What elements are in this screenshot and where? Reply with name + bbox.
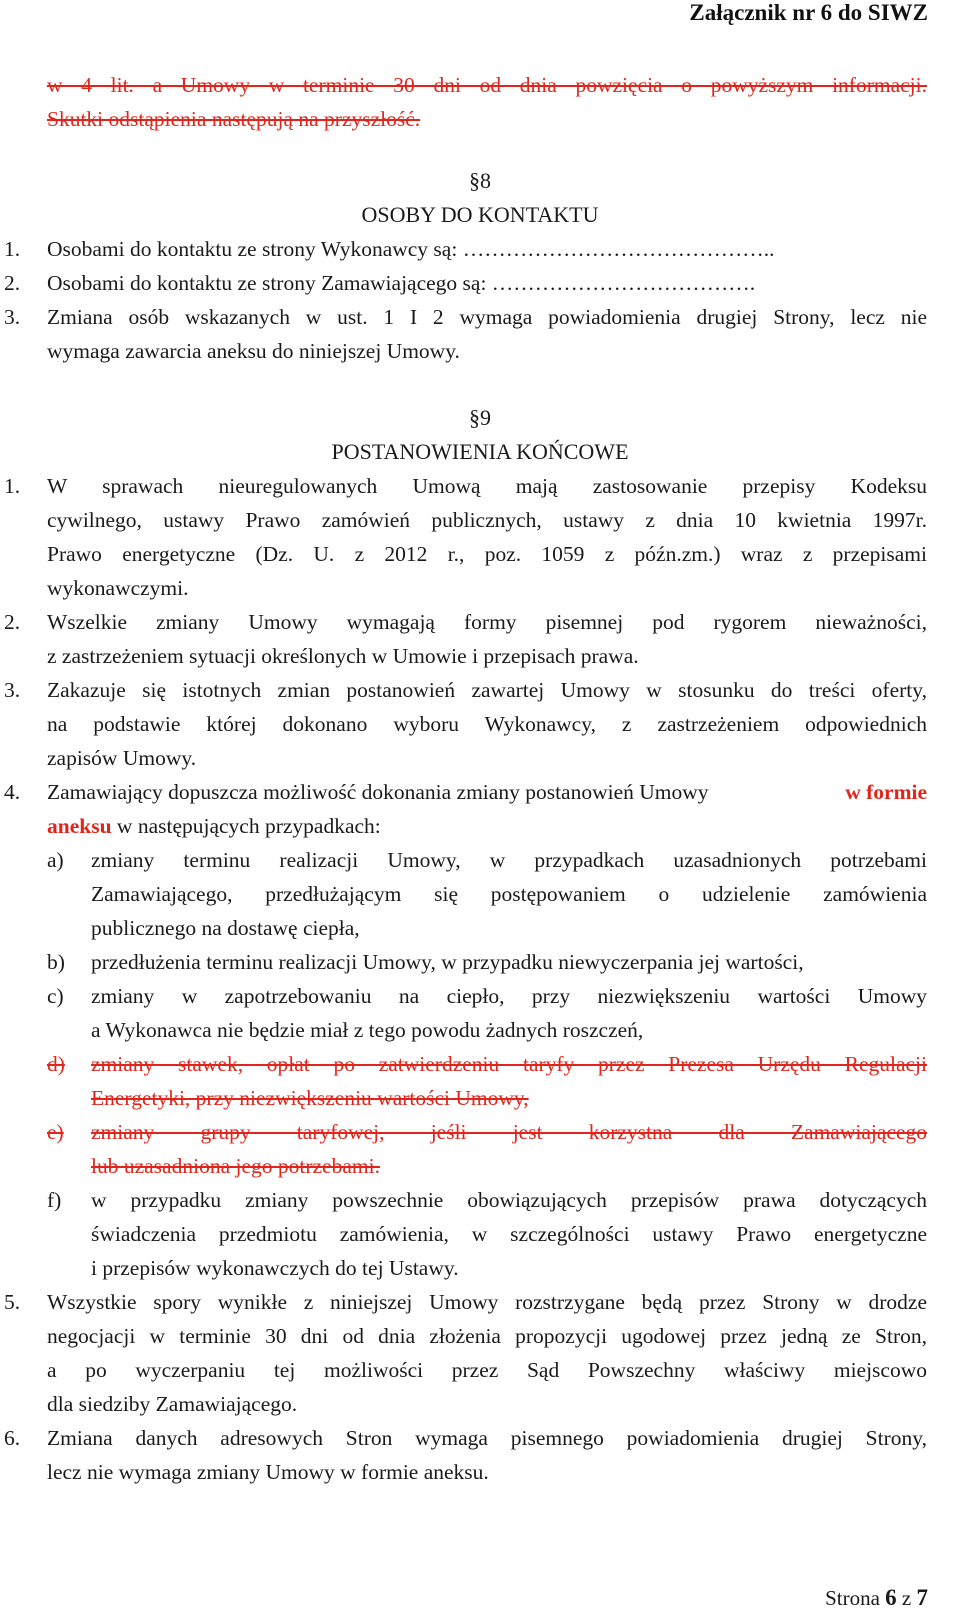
s9-p4-c-line-1: zmiany w zapotrzebowaniu na ciepło, przy niezwiększeniu wartości Umowy <box>91 984 927 1008</box>
s9-p4-a-line-3: publicznego na dostawę ciepła, <box>91 916 360 940</box>
s9-p4-d-line-1: zmiany stawek, opłat po zatwierdzeniu taryfy przez Prezesa Urzędu Regulacji <box>91 1052 927 1076</box>
intro-line-2: Skutki odstąpienia następują na przyszłość. <box>47 107 421 131</box>
s9-p4-d-line-2: Energetyki, przy niezwiększeniu wartości Umowy, <box>91 1086 529 1110</box>
s9-p4-a-line-2: Zamawiającego, przedłużającym się postępowaniem o udzielenie zamówienia <box>91 882 927 906</box>
footer-page-number: 6 <box>885 1585 897 1610</box>
page-header-title: Załącznik nr 6 do SIWZ <box>689 0 928 25</box>
s9-p3-line-1: Zakazuje się istotnych zmian postanowień zawartej Umowy w stosunku do treści oferty, <box>47 678 927 702</box>
s9-p4-c-letter: c) <box>47 984 64 1008</box>
s9-p6-number: 6. <box>4 1426 21 1450</box>
s9-p6-line-1: Zmiana danych adresowych Stron wymaga pisemnego powiadomienia drugiej Strony, <box>47 1426 927 1450</box>
s8-item-2-text: Osobami do kontaktu ze strony Zamawiającego są: ………………………………. <box>47 271 756 295</box>
s9-p1-line-4: wykonawczymi. <box>47 576 189 600</box>
s9-p2-number: 2. <box>4 610 21 634</box>
s9-p4-e-letter: e) <box>47 1120 64 1144</box>
s9-p2-line-2: z zastrzeżeniem sytuacji określonych w Umowie i przepisach prawa. <box>47 644 639 668</box>
intro-line-1: w 4 lit. a Umowy w terminie 30 dni od dnia powzięcia o powyższym informacji. <box>47 73 927 97</box>
s9-p4-f-line-1: w przypadku zmiany powszechnie obowiązujących przepisów prawa dotyczących <box>91 1188 927 1212</box>
s9-p4-e-line-1: zmiany grupy taryfowej, jeśli jest korzystna dla Zamawiającego <box>91 1120 927 1144</box>
s9-p5-number: 5. <box>4 1290 21 1314</box>
section-8-number: §8 <box>469 168 491 193</box>
section-9-number: §9 <box>469 405 491 430</box>
s9-p4-emphasis-1: w formie <box>845 780 927 804</box>
s9-p4-line-1-text: Zamawiający dopuszcza możliwość dokonania zmiany postanowień Umowy <box>47 780 709 804</box>
s9-p4-a-line-1: zmiany terminu realizacji Umowy, w przypadkach uzasadnionych potrzebami <box>91 848 927 872</box>
s8-item-2-number: 2. <box>4 271 21 295</box>
s9-p4-line-2 <box>47 813 381 839</box>
s9-p4-f-line-2: świadczenia przedmiotu zamówienia, w szczególności ustawy Prawo energetyczne <box>91 1222 927 1246</box>
s9-p4-line-2-text: w następujących przypadkach: <box>116 814 381 838</box>
s9-p4-d-letter: d) <box>47 1052 65 1076</box>
s9-p4-b-letter: b) <box>47 950 65 974</box>
s8-item-1-number: 1. <box>4 237 21 261</box>
section-9-title: POSTANOWIENIA KOŃCOWE <box>331 439 629 464</box>
footer-prefix: Strona <box>825 1586 880 1610</box>
footer-total-pages: 7 <box>916 1585 928 1610</box>
s9-p5-line-3: a po wyczerpaniu tej możliwości przez Sąd Powszechny właściwy miejscowo <box>47 1358 927 1382</box>
s9-p5-line-1: Wszystkie spory wynikłe z niniejszej Umowy rozstrzygane będą przez Strony w drodze <box>47 1290 927 1314</box>
s9-p5-line-2: negocjacji w terminie 30 dni od dnia złożenia propozycji ugodowej przez jedną ze Stron, <box>47 1324 927 1348</box>
s9-p4-f-line-3: i przepisów wykonawczych do tej Ustawy. <box>91 1256 459 1280</box>
s9-p3-line-3: zapisów Umowy. <box>47 746 197 770</box>
footer-of: z <box>901 1586 912 1610</box>
s9-p6-line-2: lecz nie wymaga zmiany Umowy w formie aneksu. <box>47 1460 489 1484</box>
s9-p1-line-1: W sprawach nieuregulowanych Umową mają zastosowanie przepisy Kodeksu <box>47 474 927 498</box>
section-8-title: OSOBY DO KONTAKTU <box>361 202 599 227</box>
s9-p4-a-letter: a) <box>47 848 64 872</box>
s9-p4-c-line-2: a Wykonawca nie będzie miał z tego powodu żadnych roszczeń, <box>91 1018 644 1042</box>
s9-p4-b-line-1: przedłużenia terminu realizacji Umowy, w przypadku niewyczerpania jej wartości, <box>91 950 804 974</box>
s9-p3-number: 3. <box>4 678 21 702</box>
s9-p4-f-letter: f) <box>47 1188 62 1212</box>
s9-p4-number: 4. <box>4 780 21 804</box>
s9-p2-line-1: Wszelkie zmiany Umowy wymagają formy pisemnej pod rygorem nieważności, <box>47 610 927 634</box>
s9-p4-e-line-2: lub uzasadniona jego potrzebami. <box>91 1154 380 1178</box>
s8-item-3-number: 3. <box>4 305 21 329</box>
s8-item-1-text: Osobami do kontaktu ze strony Wykonawcy są: …………………………………….. <box>47 237 775 261</box>
s8-item-3-line-1: Zmiana osób wskazanych w ust. 1 I 2 wymaga powiadomienia drugiej Strony, lecz nie <box>47 305 927 329</box>
s9-p1-line-2: cywilnego, ustawy Prawo zamówień publicznych, ustawy z dnia 10 kwietnia 1997r. <box>47 508 927 532</box>
s8-item-3-line-2: wymaga zawarcia aneksu do niniejszej Umowy. <box>47 339 460 363</box>
s9-p1-number: 1. <box>4 474 21 498</box>
s9-p3-line-2: na podstawie której dokonano wyboru Wykonawcy, z zastrzeżeniem odpowiednich <box>47 712 927 736</box>
s9-p1-line-3: Prawo energetyczne (Dz. U. z 2012 r., poz. 1059 z późn.zm.) wraz z przepisami <box>47 542 927 566</box>
s9-p4-line-1 <box>47 779 927 805</box>
page-footer <box>825 1585 928 1611</box>
s9-p5-line-4: dla siedziby Zamawiającego. <box>47 1392 298 1416</box>
s9-p4-emphasis-2: aneksu <box>47 814 112 838</box>
